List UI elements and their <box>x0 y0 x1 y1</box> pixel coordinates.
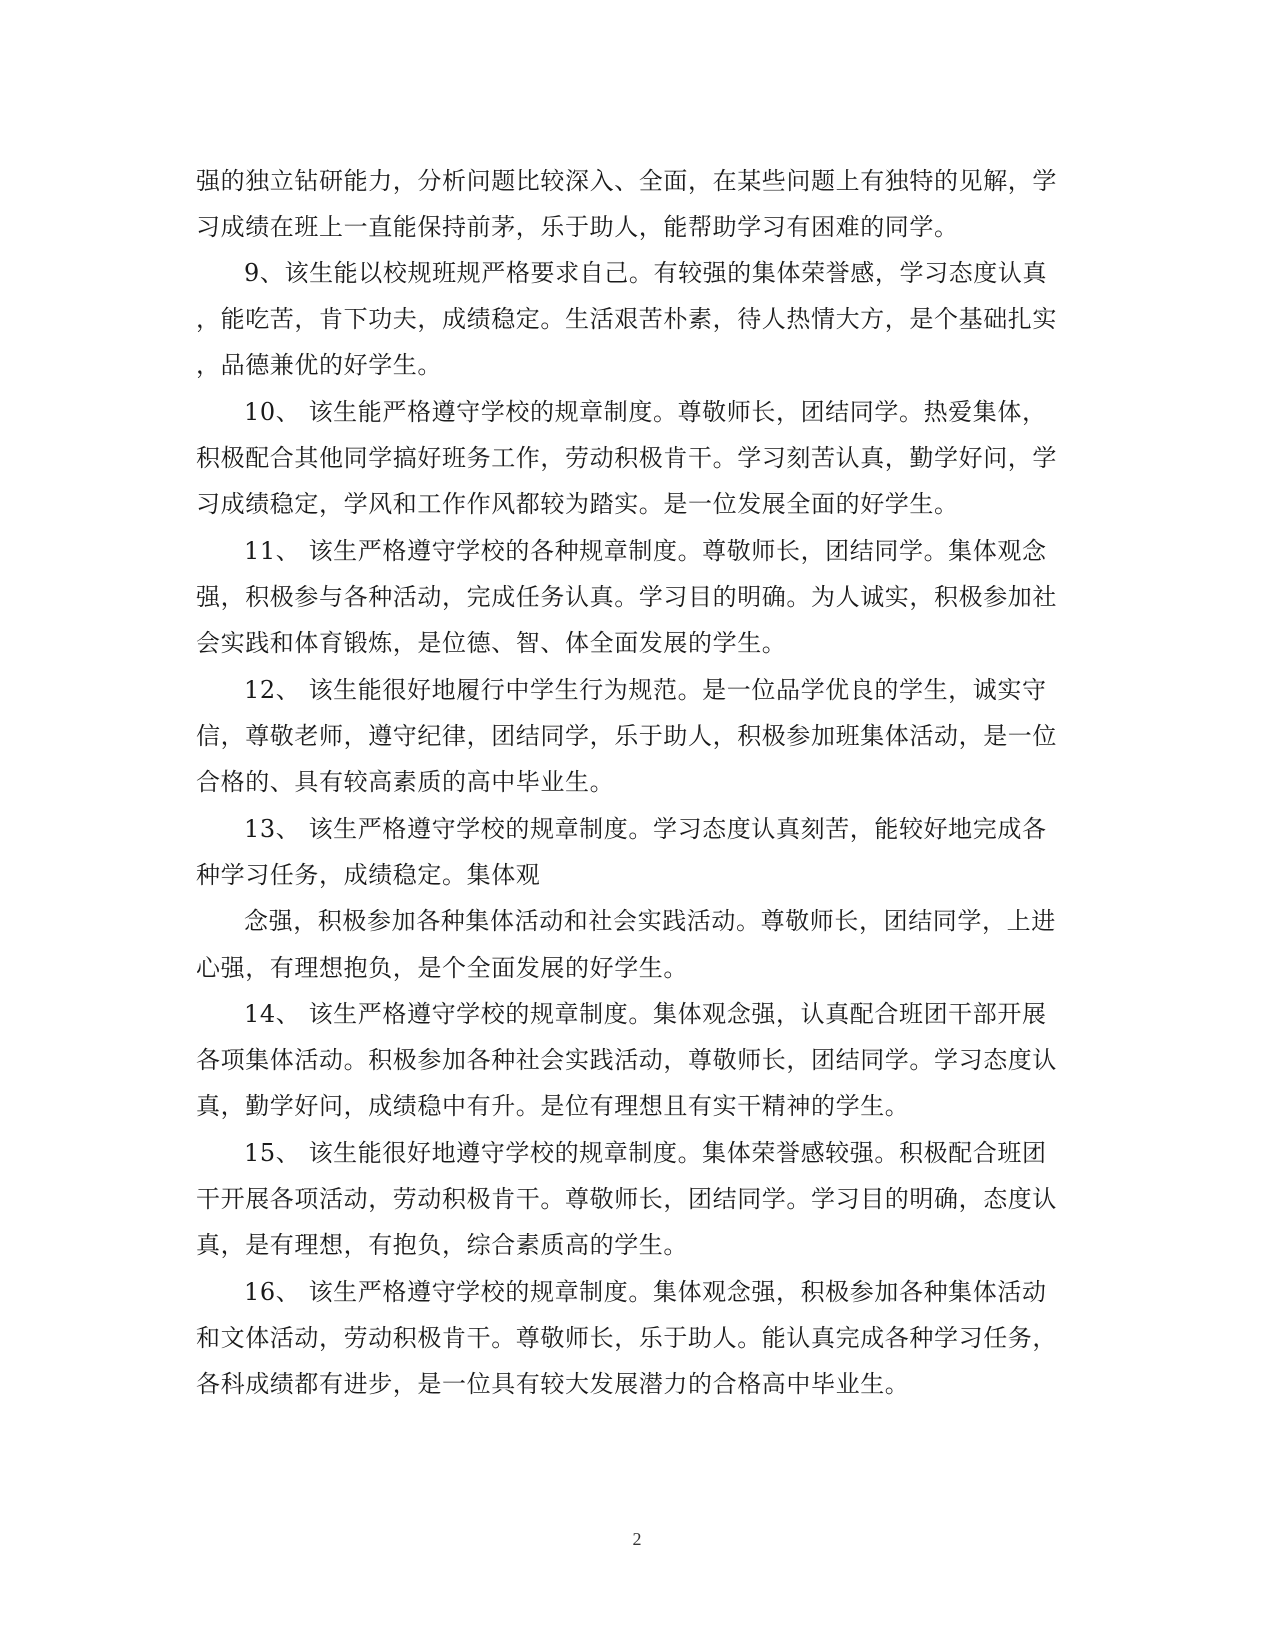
text-line: 11、 该生严格遵守学校的各种规章制度。尊敬师长，团结同学。集体观念 <box>244 537 1047 565</box>
text-line: 和文体活动，劳动积极肯干。尊敬师长，乐于助人。能认真完成各种学习任务， <box>196 1324 1057 1352</box>
text-line: 习成绩在班上一直能保持前茅，乐于助人，能帮助学习有困难的同学。 <box>196 213 959 241</box>
text-line: 9、该生能以校规班规严格要求自己。有较强的集体荣誉感，学习态度认真 <box>244 259 1048 287</box>
text-line: 信，尊敬老师，遵守纪律，团结同学，乐于助人，积极参加班集体活动，是一位 <box>196 722 1057 750</box>
text-line: 真，勤学好问，成绩稳中有升。是位有理想且有实干精神的学生。 <box>196 1092 910 1120</box>
text-line: 各科成绩都有进步，是一位具有较大发展潜力的合格高中毕业生。 <box>196 1370 910 1398</box>
text-line: 13、 该生严格遵守学校的规章制度。学习态度认真刻苦，能较好地完成各 <box>244 815 1047 843</box>
text-line: 强，积极参与各种活动，完成任务认真。学习目的明确。为人诚实，积极参加社 <box>196 583 1057 611</box>
text-line: 15、 该生能很好地遵守学校的规章制度。集体荣誉感较强。积极配合班团 <box>244 1139 1047 1167</box>
text-line: 习成绩稳定，学风和工作作风都较为踏实。是一位发展全面的好学生。 <box>196 490 959 518</box>
text-line: 种学习任务，成绩稳定。集体观 <box>196 861 541 889</box>
text-line: ，品德兼优的好学生。 <box>196 351 442 379</box>
text-line: 合格的、具有较高素质的高中毕业生。 <box>196 768 615 796</box>
text-line: 积极配合其他同学搞好班务工作，劳动积极肯干。学习刻苦认真，勤学好问，学 <box>196 444 1057 472</box>
text-line: 12、 该生能很好地履行中学生行为规范。是一位品学优良的学生，诚实守 <box>244 676 1047 704</box>
text-line: 会实践和体育锻炼，是位德、智、体全面发展的学生。 <box>196 629 787 657</box>
text-line: 心强，有理想抱负，是个全面发展的好学生。 <box>196 954 688 982</box>
text-line: 真，是有理想，有抱负，综合素质高的学生。 <box>196 1231 688 1259</box>
text-line: 14、 该生严格遵守学校的规章制度。集体观念强，认真配合班团干部开展 <box>244 1000 1047 1028</box>
text-line: 念强，积极参加各种集体活动和社会实践活动。尊敬师长，团结同学，上进 <box>244 907 1056 935</box>
text-line: 干开展各项活动，劳动积极肯干。尊敬师长，团结同学。学习目的明确，态度认 <box>196 1185 1057 1213</box>
page-number: 2 <box>632 1529 642 1549</box>
text-line: ，能吃苦，肯下功夫，成绩稳定。生活艰苦朴素，待人热情大方，是个基础扎实 <box>196 305 1057 333</box>
text-line: 强的独立钻研能力，分析问题比较深入、全面，在某些问题上有独特的见解，学 <box>196 167 1057 195</box>
text-line: 10、 该生能严格遵守学校的规章制度。尊敬师长，团结同学。热爱集体， <box>244 398 1047 426</box>
text-line: 各项集体活动。积极参加各种社会实践活动，尊敬师长，团结同学。学习态度认 <box>196 1046 1057 1074</box>
text-line: 16、 该生严格遵守学校的规章制度。集体观念强，积极参加各种集体活动 <box>244 1278 1047 1306</box>
